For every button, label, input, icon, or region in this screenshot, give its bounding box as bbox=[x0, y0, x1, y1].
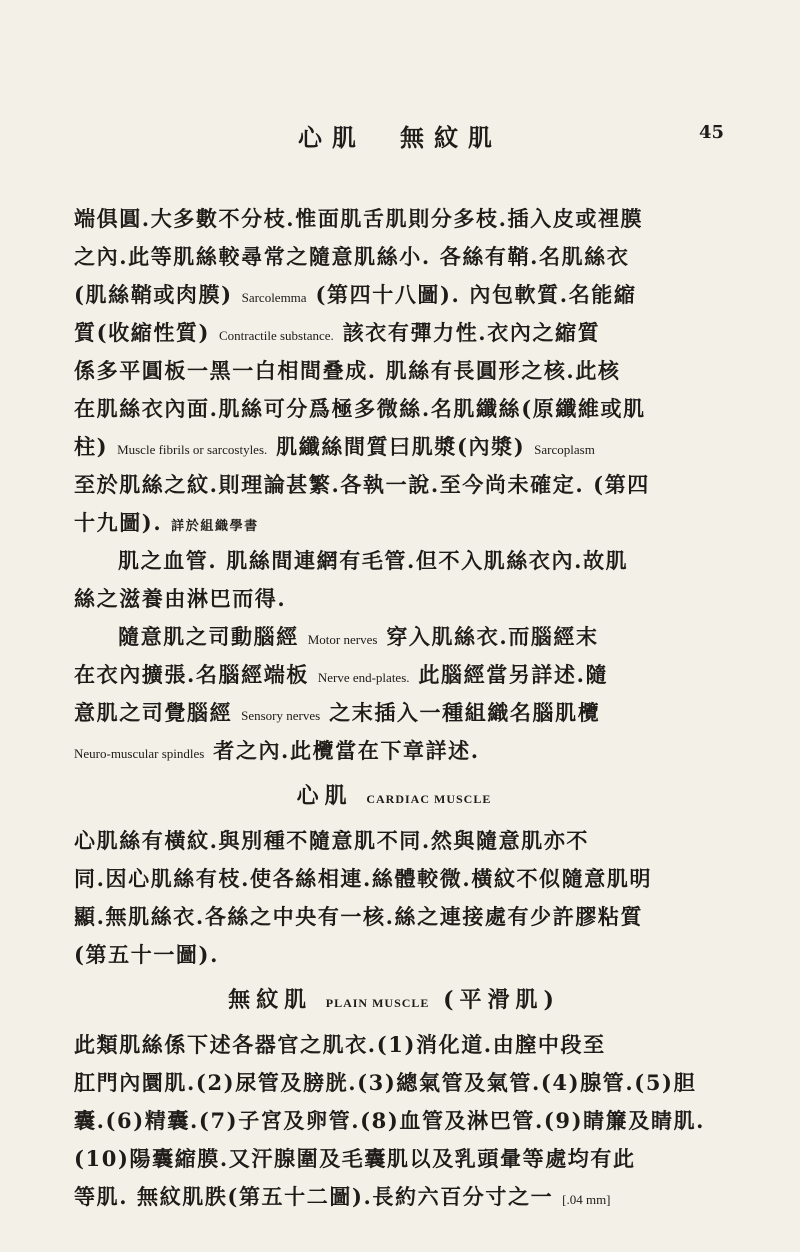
text-line: 肛門內圜肌.(2)尿管及膀胱.(3)總氣管及氣管.(4)腺管.(5)胆 bbox=[74, 1070, 697, 1095]
text-line bbox=[74, 428, 714, 466]
text-line: 係多平圓板一黑一白相間叠成. 肌絲有長圓形之核.此核 bbox=[74, 358, 621, 383]
text-run: 隨意肌之司動腦經 bbox=[118, 624, 308, 649]
text-run: 在衣內擴張.名腦經端板 bbox=[74, 662, 318, 687]
text-run: 等肌. 無紋肌胅(第五十二圖).長約六百分寸之一 bbox=[74, 1184, 563, 1209]
text-run: 意肌之司覺腦經 bbox=[74, 700, 242, 725]
text-line bbox=[74, 656, 714, 694]
page-number: 45 bbox=[698, 122, 724, 143]
chapter-title: 心肌 無紋肌 bbox=[298, 123, 502, 152]
text-run: 心肌 bbox=[296, 783, 367, 809]
latin-term: CARDIAC MUSCLE bbox=[366, 792, 492, 806]
text-line: 心肌絲有橫紋.與別種不隨意肌不同.然與隨意肌亦不 bbox=[74, 828, 590, 853]
text-run: (第四十八圖). 內包軟質.名能縮 bbox=[306, 282, 637, 307]
small-note: 詳於組織學書 bbox=[171, 519, 259, 534]
running-head bbox=[0, 118, 800, 158]
text-line: 在肌絲衣內面.肌絲可分爲極多微絲.名肌纖絲(原纖維或肌 bbox=[74, 396, 646, 421]
section-heading bbox=[74, 974, 714, 1026]
text-line: 之內.此等肌絲較尋常之隨意肌絲小. 各絲有鞘.名肌絲衣 bbox=[74, 244, 630, 269]
latin-term: Contractile substance. bbox=[218, 328, 334, 343]
text-run: 者之內.此欖當在下章詳述. bbox=[204, 738, 480, 763]
text-line: 顯.無肌絲衣.各絲之中央有一核.絲之連接處有少許膠粘質 bbox=[74, 904, 644, 929]
text-line: 至於肌絲之紋.則理論甚繁.各執一說.至今尚未確定. (第四 bbox=[74, 472, 650, 497]
text-run: (平滑肌) bbox=[429, 987, 560, 1013]
latin-term: Motor nerves bbox=[307, 632, 378, 647]
text-run: 無紋肌 bbox=[228, 987, 326, 1013]
text-line: 同.因心肌絲有枝.使各絲相連.絲體較微.橫紋不似隨意肌明 bbox=[74, 866, 653, 891]
section-heading bbox=[74, 770, 714, 822]
text-run: (肌絲鞘或肉膜) bbox=[74, 282, 242, 307]
text-line: 肌之血管. 肌絲間連網有毛管.但不入肌絲衣內.故肌 bbox=[118, 548, 629, 573]
text-line: 此類肌絲係下述各器官之肌衣.(1)消化道.由膣中段至 bbox=[74, 1032, 606, 1057]
text-run: 十九圖). bbox=[74, 510, 172, 535]
latin-term: Muscle fibrils or sarcostyles. bbox=[117, 442, 268, 457]
text-run: 之末插入一種組織名腦肌欖 bbox=[320, 700, 601, 725]
latin-term: [.04 mm] bbox=[562, 1192, 611, 1207]
text-line bbox=[74, 276, 714, 314]
latin-term: Nerve end-plates. bbox=[317, 670, 410, 685]
latin-term: PLAIN MUSCLE bbox=[325, 996, 430, 1010]
text-line bbox=[74, 618, 714, 656]
text-line bbox=[74, 694, 714, 732]
latin-term: Sensory nerves bbox=[241, 708, 321, 723]
text-line: 絲之滋養由淋巴而得. bbox=[74, 586, 287, 611]
page-body bbox=[74, 200, 714, 1216]
text-line bbox=[74, 314, 714, 352]
text-line: (第五十一圖). bbox=[74, 942, 219, 967]
text-run: 該衣有彈力性.衣內之縮質 bbox=[333, 320, 601, 345]
latin-term: Neuro-muscular spindles bbox=[74, 746, 205, 761]
text-run: 此腦經當另詳述.隨 bbox=[409, 662, 609, 687]
latin-term: Sarcoplasm bbox=[534, 442, 595, 457]
text-run: 穿入肌絲衣.而腦經末 bbox=[377, 624, 599, 649]
text-line: 囊.(6)精囊.(7)子宮及卵管.(8)血管及淋巴管.(9)睛簾及睛肌. bbox=[74, 1108, 706, 1133]
text-line bbox=[74, 1178, 714, 1216]
text-run: 柱) bbox=[74, 434, 118, 459]
text-line bbox=[74, 732, 714, 770]
text-run: 質(收縮性質) bbox=[74, 320, 219, 345]
text-line bbox=[74, 504, 714, 542]
text-line: (10)陽囊縮膜.又汗腺圍及毛囊肌以及乳頭暈等處均有此 bbox=[74, 1146, 636, 1171]
latin-term: Sarcolemma bbox=[241, 290, 307, 305]
text-run: 肌纖絲間質曰肌漿(內漿) bbox=[267, 434, 535, 459]
text-line: 端俱圓.大多數不分枝.惟面肌舌肌則分多枝.插入皮或𥚃膜 bbox=[74, 206, 644, 231]
